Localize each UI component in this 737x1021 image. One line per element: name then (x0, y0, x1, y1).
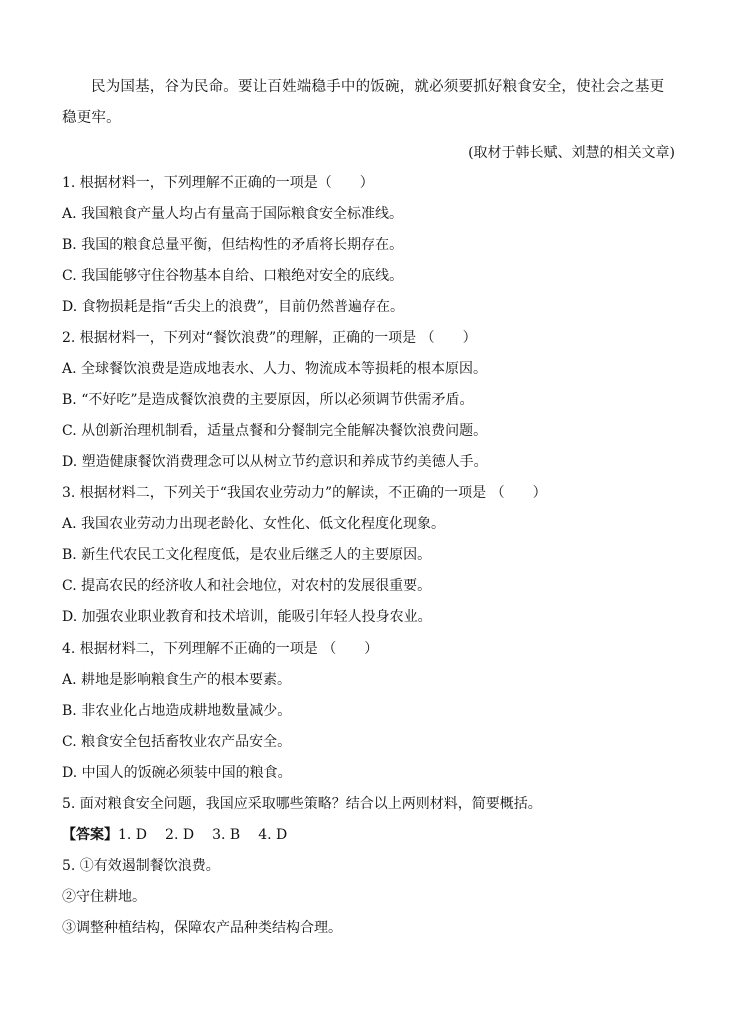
question-1-stem: 1. 根据材料一，下列理解不正确的一项是（ ） (62, 175, 374, 191)
answer-item-1: 1. D (118, 827, 148, 843)
question-2-option-d: D. 塑造健康餐饮消费理念可以从树立节约意识和养成节约美德人手。 (62, 454, 488, 470)
question-2-option-a: A. 全球餐饮浪费是造成地表水、人力、物流成本等损耗的根本原因。 (62, 361, 488, 377)
question-4-option-c: C. 粮食安全包括畜牧业农产品安全。 (62, 734, 292, 750)
question-1-option-c: C. 我国能够守住谷物基本自给、口粮绝对安全的底线。 (62, 268, 404, 284)
answer-q5-line-3: ③调整种植结构，保障农产品种类结构合理。 (62, 920, 342, 936)
question-1-option-b: B. 我国的粮食总量平衡，但结构性的矛盾将长期存在。 (62, 237, 404, 253)
answer-item-3: 3. B (212, 827, 241, 843)
question-4-option-d: D. 中国人的饭碗必须装中国的粮食。 (62, 765, 292, 781)
question-4-option-b: B. 非农业化占地造成耕地数量减少。 (62, 703, 292, 719)
question-2-stem: 2. 根据材料一，下列对“餐饮浪费”的理解，正确的一项是 （ ） (62, 330, 477, 346)
question-1-option-a: A. 我国粮食产量人均占有量高于国际粮食安全标准线。 (62, 206, 404, 222)
source-note: (取材于韩长赋、刘慧的相关文章) (468, 145, 675, 161)
answer-q5-line-1: 5. ①有效遏制餐饮浪费。 (62, 858, 220, 874)
question-2-option-c: C. 从创新治理机制看，适量点餐和分餐制完全能解决餐饮浪费问题。 (62, 423, 488, 439)
question-3-option-b: B. 新生代农民工文化程度低，是农业后继乏人的主要原因。 (62, 547, 432, 563)
question-3-option-a: A. 我国农业劳动力出现老龄化、女性化、低文化程度化现象。 (62, 516, 446, 532)
answer-line (62, 825, 287, 845)
answer-item-4: 4. D (258, 827, 288, 843)
intro-paragraph: 民为国基，谷为民命。要让百姓端稳手中的饭碗，就必须要抓好粮食安全，使社会之基更稳更牢。 (62, 79, 665, 126)
question-2-option-b: B. “不好吃”是造成餐饮浪费的主要原因，所以必须调节供需矛盾。 (62, 392, 474, 408)
question-1-option-d: D. 食物损耗是指“舌尖上的浪费”，目前仍然普遍存在。 (62, 299, 404, 315)
question-5-stem: 5. 面对粮食安全问题，我国应采取哪些策略？结合以上两则材料，简要概括。 (62, 796, 542, 812)
question-4-stem: 4. 根据材料二，下列理解不正确的一项是 （ ） (62, 641, 379, 657)
answer-tag: 【答案】 (62, 827, 118, 843)
question-3-stem: 3. 根据材料二，下列关于“我国农业劳动力”的解读，不正确的一项是 （ ） (62, 485, 547, 501)
answer-item-2: 2. D (165, 827, 195, 843)
question-3-option-d: D. 加强农业职业教育和技术培训，能吸引年轻人投身农业。 (62, 609, 432, 625)
question-3-option-c: C. 提高农民的经济收人和社会地位，对农村的发展很重要。 (62, 578, 432, 594)
answer-q5-line-2: ②守住耕地。 (62, 889, 146, 905)
question-4-option-a: A. 耕地是影响粮食生产的根本要素。 (62, 672, 292, 688)
